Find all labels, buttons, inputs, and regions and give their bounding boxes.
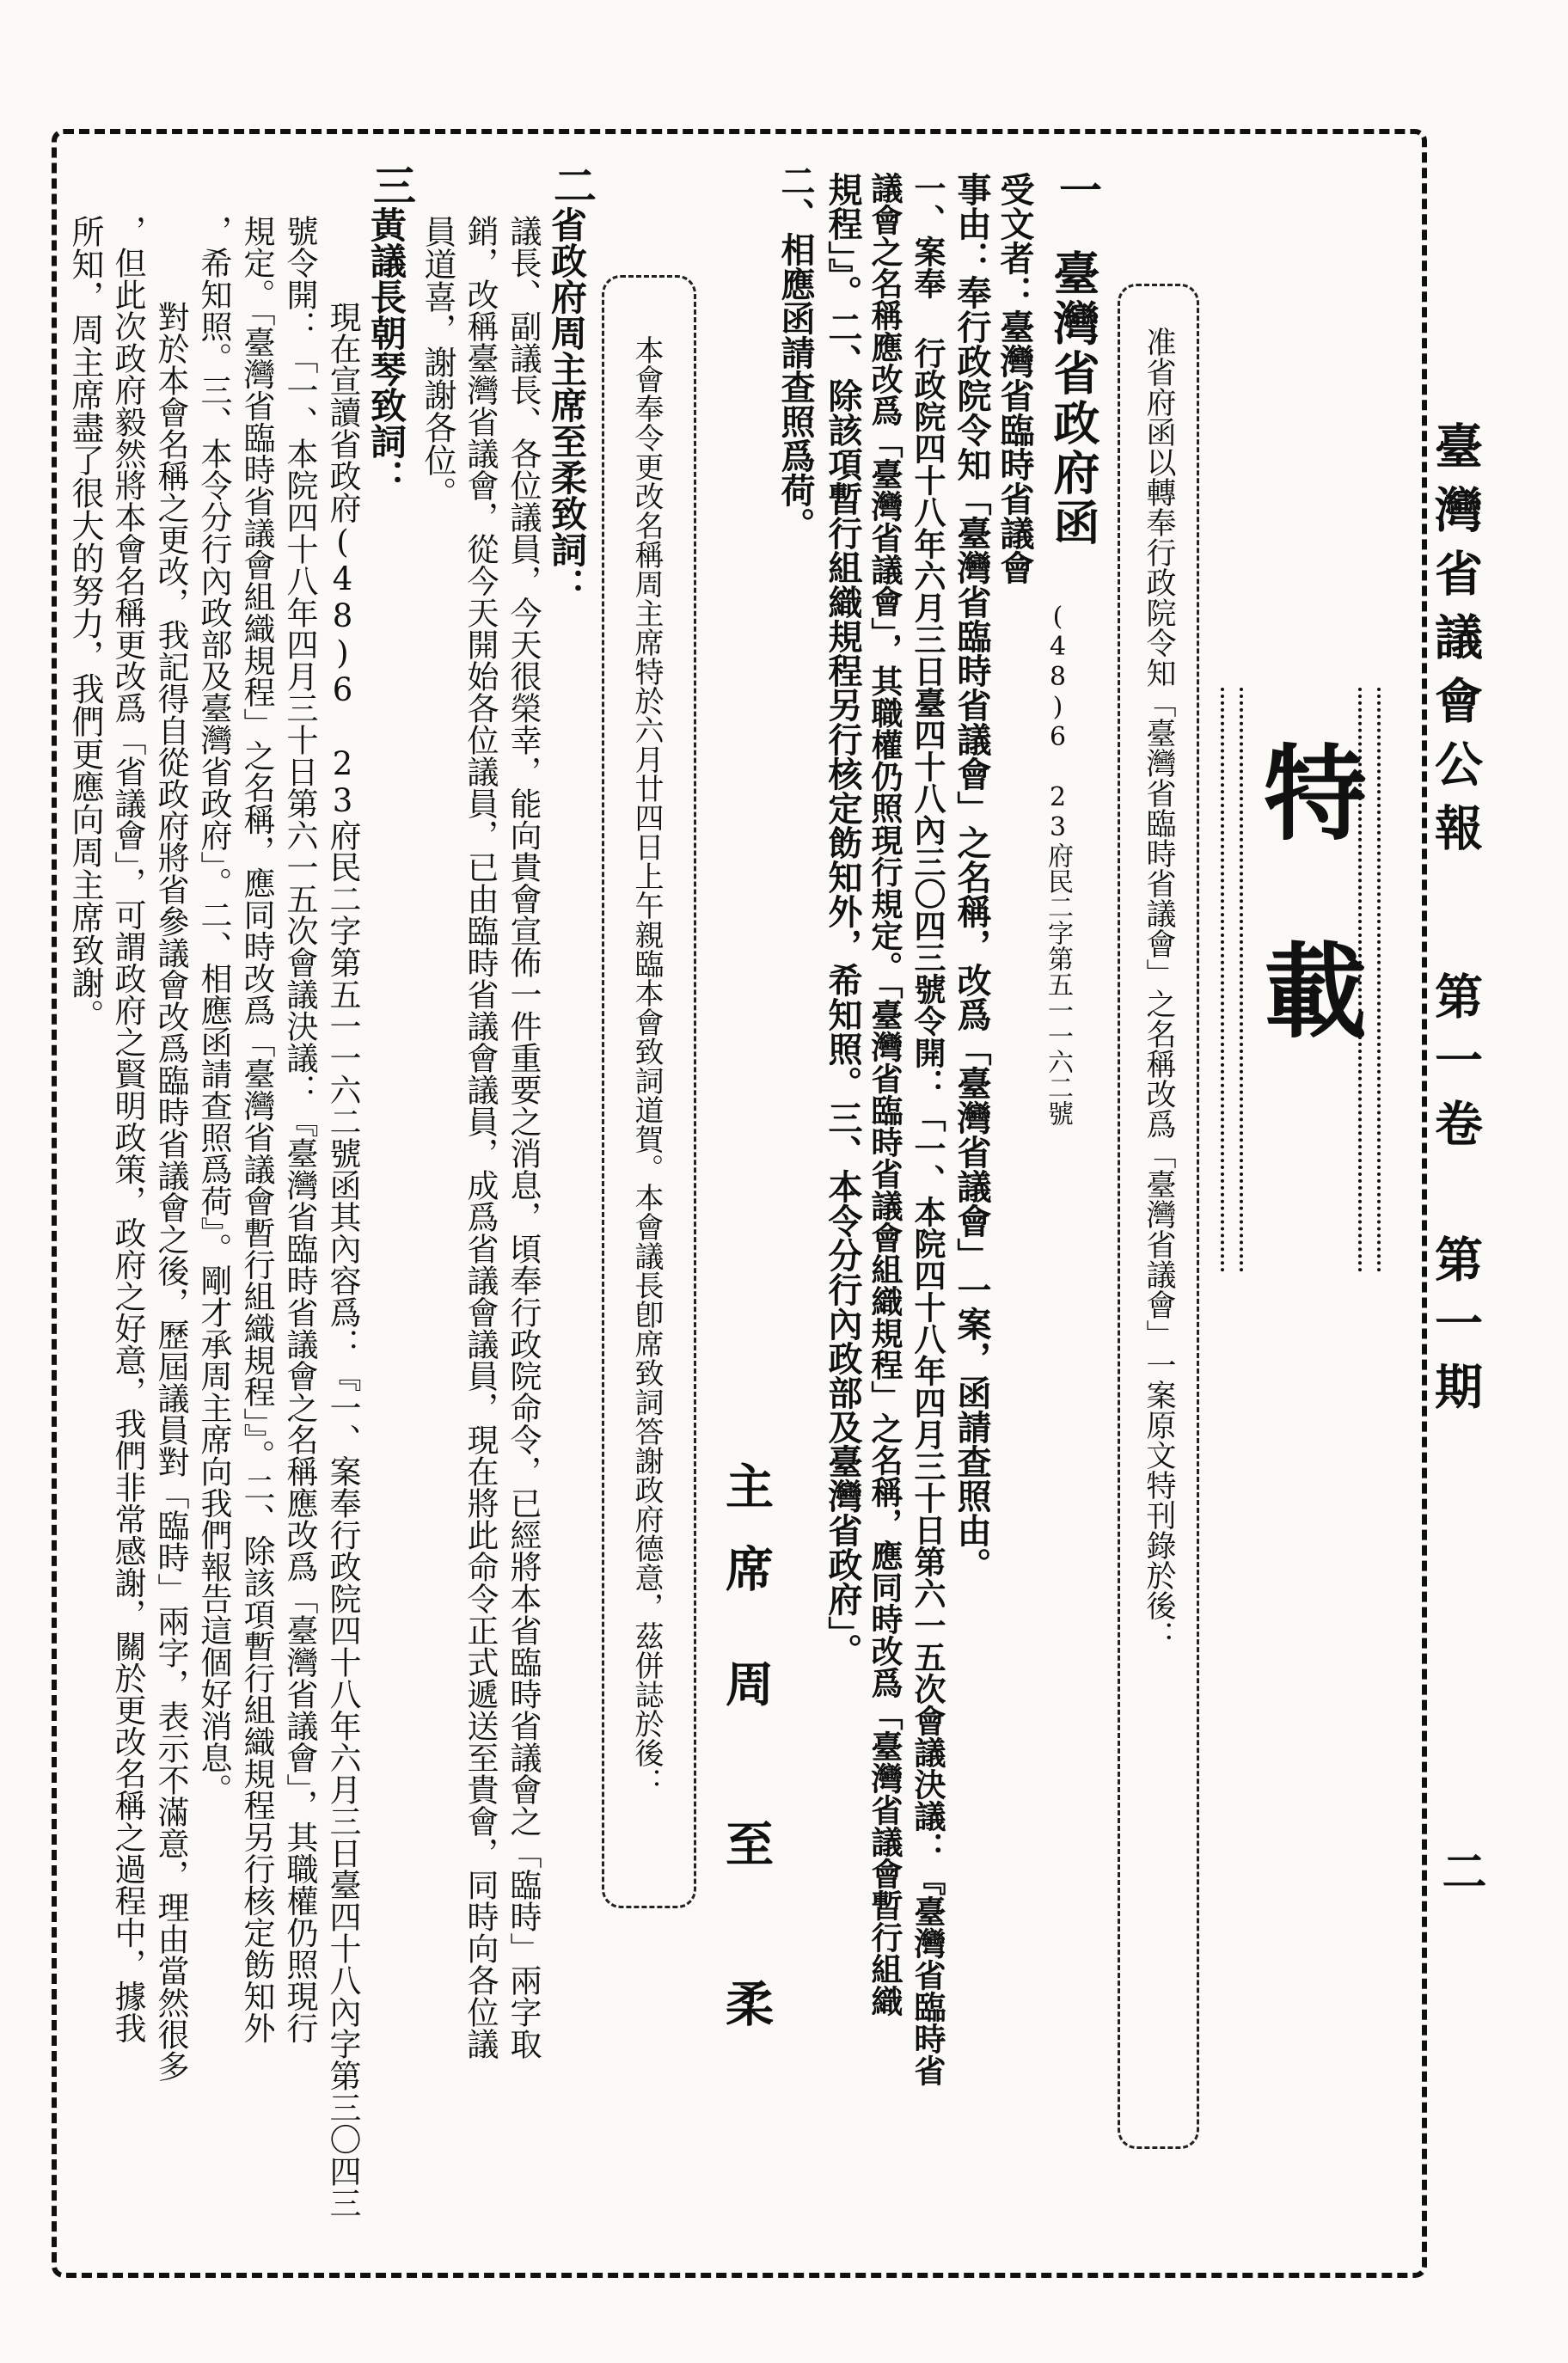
doc-two-line: 銷，改稱臺灣省議會，從今天開始各位議員，已由臨時省議會議員，成爲省議會議員，現在將此命令正式遞送至貴會，同時向各位議 — [462, 215, 499, 2060]
doc-three-line: 現在宣讀省政府(48)6 23府民二字第五一一六二號函其內容爲：『一、案奉行政院四十八年六月三日臺四十八內字第三〇四三 — [324, 301, 361, 2219]
doc-one-line: 議會之名稱應改爲「臺灣省議會」，其職權仍照現行規定。「臺灣省臨時省議會組織規程」之名稱，應同時改爲「臺灣省議會暫行組織 — [866, 172, 903, 2017]
doc-one-line: 受文者：臺灣省臨時省議會 — [995, 172, 1035, 585]
doc-one-line: 一、案奉 行政院四十八年六月三日臺四十八內三〇四三號令開：「一、本院四十八年四月三十日第六一五次會議決議：『臺灣省臨時省 — [909, 172, 946, 2086]
doc-three-line: ，但此次政府毅然將本會名稱更改爲「省議會」，可謂政府之賢明政策，政府之好意，我們非常感謝，關於更改名稱之過程中，據我 — [109, 215, 146, 2044]
doc-one-line: 二、相應函請查照爲荷。 — [775, 163, 816, 542]
doc-three-heading: 黃議長朝琴致詞： — [365, 206, 407, 495]
volume-issue: 第一卷 第一期 — [1427, 971, 1484, 1425]
doc-three-line: 所知，周主席盡了很大的努力，我們更應向周主席致謝。 — [66, 215, 104, 1032]
intro-text: 准省府函以轉奉行政院令知「臺灣省臨時省議會」之名稱改爲「臺灣省議會」一案原文特刊錄於後： — [1142, 327, 1176, 1650]
signature-title: 主席 — [718, 1461, 775, 1626]
doc-one-line: 規程」』。二、除該項暫行組織規程另行核定飭知外，希知照。三、本令分行內政部及臺灣省政府」。 — [823, 172, 863, 1668]
journal-title: 臺灣省議會公報 — [1427, 421, 1484, 866]
doc-one-numeral: 一 — [1052, 168, 1103, 211]
signature-name: 周至柔 — [718, 1659, 775, 2139]
doc-three-line: 對於本會名稱之更改，我記得自從政府將省參議會改爲臨時省議會之後，歷屆議員對「臨時」兩字，表示不滿意，理由當然很多 — [152, 301, 189, 2082]
doc-two-numeral: 二 — [547, 163, 597, 206]
doc-three-line: 規定。「臺灣省臨時省議會組織規程」之名稱，應同時改爲「臺灣省議會暫行組織規程」』。二、除該項暫行組織規程另行核定飭知外 — [238, 215, 275, 2044]
page-number: 二 — [1434, 1848, 1486, 1893]
doc-two-line: 議長、副議長、各位議員，今天很榮幸，能向貴會宣佈一件重要之消息，頃奉行政院命令，已經將本省臨時省議會之「臨時」兩字取 — [505, 215, 542, 2060]
doc-one-title: 臺灣省政府函 — [1046, 249, 1101, 548]
doc-one-line: 事由：奉行政院令知「臺灣省臨時省議會」之名稱，改爲「臺灣省議會」一案，函請查照由。 — [952, 172, 992, 1582]
title-ornament-left — [1221, 688, 1243, 1272]
doc-three-numeral: 三 — [366, 163, 417, 206]
section-title: 特載 — [1246, 739, 1368, 1135]
doc-two-line: 員道喜，謝謝各位。 — [419, 215, 456, 509]
doc-three-line: ，希知照。三、本令分行內政部及臺灣省政府」。二、相應函請查照爲荷』。剛才承周主席向我們報告這個好消息。 — [195, 215, 232, 1805]
doc-one-number: (48)6 23府民二字第五一一六二號 — [1043, 602, 1073, 1126]
doc-two-heading: 省政府周主席至柔致詞： — [546, 206, 588, 603]
doc-three-line: 號令開：「一、本院四十八年四月三十日第六一五次會議決議：『臺灣省臨時省議會之名稱應改爲「臺灣省議會」，其職權仍照現行 — [281, 215, 318, 2044]
notice-text: 本會奉令更改名稱周主席特於六月廿四日上午親臨本會致詞道賀。本會議長卽席致詞答謝政府德意，茲併誌於後： — [629, 335, 664, 1797]
